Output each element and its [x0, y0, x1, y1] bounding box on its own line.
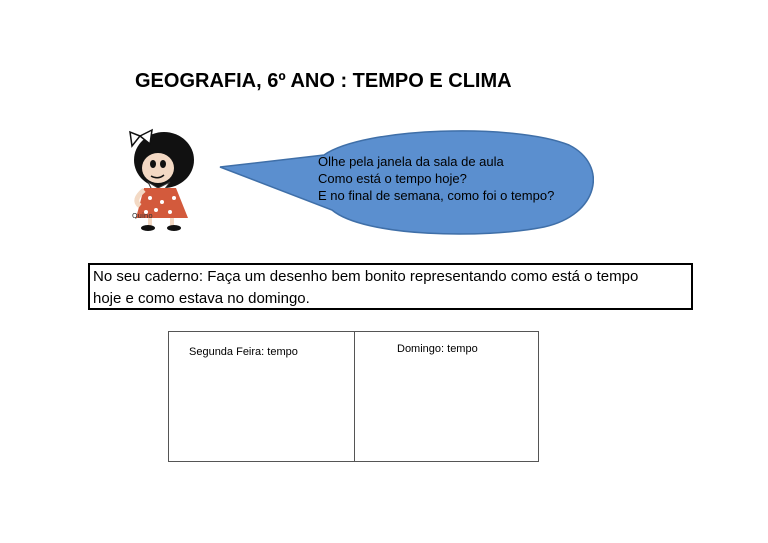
task-line: No seu caderno: Faça um desenho bem bonito representando como está o tempo	[93, 268, 639, 285]
table-divider	[354, 332, 355, 461]
mafalda-illustration	[118, 122, 214, 232]
bubble-line: Como está o tempo hoje?	[318, 171, 467, 186]
page-title: GEOGRAFIA, 6º ANO : TEMPO E CLIMA	[135, 70, 512, 92]
answer-table	[168, 331, 539, 462]
speech-bubble	[214, 125, 594, 235]
svg-text:Quino: Quino	[132, 212, 153, 220]
monday-header: Segunda Feira: tempo	[189, 346, 298, 358]
task-line: hoje e como estava no domingo.	[93, 290, 310, 307]
sunday-header: Domingo: tempo	[397, 343, 478, 355]
bubble-text	[318, 153, 554, 204]
task-instruction-box	[88, 263, 693, 310]
bubble-line: Olhe pela janela da sala de aula	[318, 154, 504, 169]
bubble-line: E no final de semana, como foi o tempo?	[318, 188, 555, 203]
